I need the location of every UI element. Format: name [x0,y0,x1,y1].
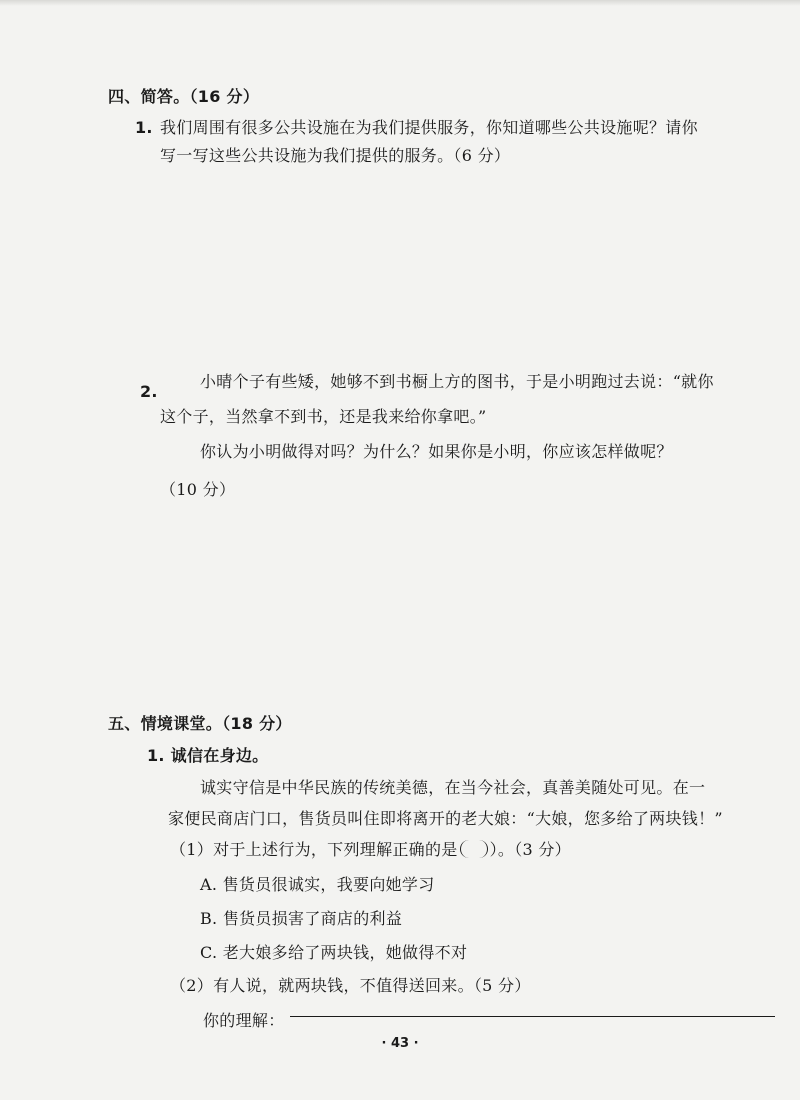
q1-line2: 写一写这些公共设施为我们提供的服务。（6 分） [160,146,511,165]
option-c: C. 老大娘多给了两块钱，她做得不对 [200,943,468,962]
section4-heading: 四、简答。（16 分） [108,87,260,106]
sub1-points: ）。（3 分） [489,840,571,859]
paragraph-line1: 诚实守信是中华民族的传统美德，在当今社会，真善美随处可见。在一 [200,778,706,797]
answer-label: 你的理解： [203,1011,285,1030]
answer-blank[interactable] [460,840,488,858]
q2-number: 2. [140,382,158,401]
q1-number: 1. [135,118,153,137]
option-a: A. 售货员很诚实，我要向她学习 [200,875,435,894]
s5-q1-title: 1. 诚信在身边。 [147,746,269,765]
q2-line4: （10 分） [160,480,236,499]
q2-line3: 你认为小明做得对吗？为什么？如果你是小明，你应该怎样做呢？ [200,442,673,461]
option-b: B. 售货员损害了商店的利益 [200,909,403,928]
answer-line[interactable] [290,1016,775,1017]
sub1-text: （1）对于上述行为，下列理解正确的是 [170,840,458,859]
page-number: · 43 · [381,1036,419,1051]
scan-edge [0,0,800,6]
q1-line1: 我们周围有很多公共设施在为我们提供服务，你知道哪些公共设施呢？请你 [160,118,698,137]
q2-line1: 小晴个子有些矮，她够不到书橱上方的图书，于是小明跑过去说：“就你 [200,372,714,391]
q2-line2: 这个子，当然拿不到书，还是我来给你拿吧。” [160,407,487,426]
sub-question-2: （2）有人说，就两块钱，不值得送回来。（5 分） [170,976,531,995]
section5-heading: 五、情境课堂。（18 分） [108,714,292,733]
paragraph-line2: 家便民商店门口，售货员叫住即将离开的老大娘：“大娘，您多给了两块钱！” [168,809,723,828]
sub-question-1 [170,839,571,861]
